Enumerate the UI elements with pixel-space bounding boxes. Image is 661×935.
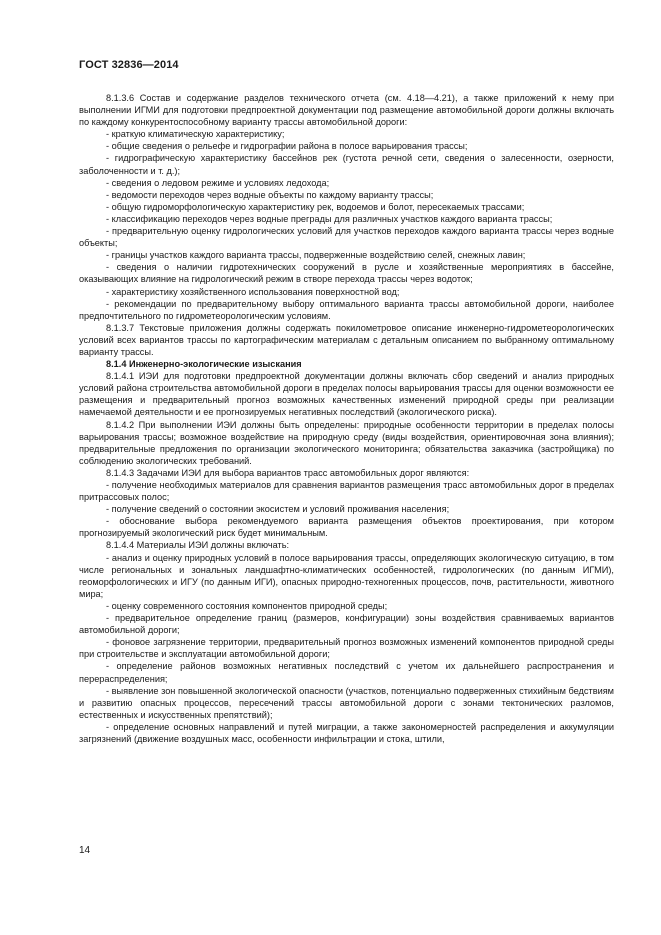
- list-item: - рекомендации по предварительному выбору оптимального варианта трассы автомобильной дороги, наиболее предпочтительного по гидрометеорологическим условиям.: [79, 298, 614, 321]
- paragraph: 8.1.3.6 Состав и содержание разделов технического отчета (см. 4.18—4.21), а также приложений к нему при выполнении ИГМИ для подготовки предпроектной документации под размещение автомобильной дороги должны включать по каждому конкурентоспособному варианту трассы автомобильной дороги:: [79, 93, 614, 128]
- list-item: - получение сведений о состоянии экосистем и условий проживания населения;: [106, 504, 450, 515]
- list-item: - анализ и оценку природных условий в полосе варьирования трассы, определяющих экологическую ситуацию, в том числе региональных и зональных ландшафтно-климатических особенностей, гидрологических (по данным ИГМИ), геоморфологических и ИГУ (по данным ИГИ), опасных природно-техногенных процессов, почв, растительности, животного мира;: [79, 552, 614, 599]
- list-item: - предварительное определение границ (размеров, конфигурации) зоны воздействия сравниваемых вариантов автомобильной дороги;: [79, 613, 614, 636]
- list-item: - ведомости переходов через водные объекты по каждому варианту трассы;: [106, 189, 434, 200]
- list-item: - гидрографическую характеристику бассейнов рек (густота речной сети, сведения о залесенности, озерности, заболоченности и т. д.);: [79, 153, 614, 176]
- page-body: [79, 92, 614, 745]
- list-item: - определение основных направлений и путей миграции, а также закономерностей распределения и аккумуляции загрязнений (движение воздушных масс, особенности инфильтрации и стока, штили,: [79, 721, 614, 744]
- page-number: 14: [79, 845, 91, 856]
- list-item: - общую гидроморфологическую характеристику рек, водоемов и болот, пересекаемых трассами;: [106, 201, 525, 212]
- paragraph: 8.1.4.1 ИЭИ для подготовки предпроектной документации должны включать сбор сведений и анализ природных условий района строительства автомобильной дороги в пределах полосы варьирования трассы для оценки возможности ее размещения и предварительный прогноз возможных качественных изменений природной среды при реализации намечаемой деятельности и ее прогнозируемых негативных последствий (экологического риска).: [79, 371, 614, 418]
- paragraph: 8.1.4.2 При выполнении ИЭИ должны быть определены: природные особенности территории в пределах полосы варьирования трассы; возможное воздействие на природную среду (виды воздействия, ориентировочная зона влияния); предварительные предложения по организации экологического мониторинга; обязательства заказчика (застройщика) по соблюдению экологических требований.: [79, 419, 614, 466]
- paragraph: 8.1.4.4 Материалы ИЭИ должны включать:: [106, 540, 290, 551]
- list-item: - получение необходимых материалов для сравнения вариантов размещения трасс автомобильных дорог в пределах притрассовых полос;: [79, 480, 614, 503]
- paragraph: 8.1.3.7 Текстовые приложения должны содержать покилометровое описание инженерно-гидрометеорологических условий всех вариантов трассы по картографическим материалам с детальным описанием по выбранному оптимальному варианту трассы.: [79, 322, 614, 357]
- list-item: - общие сведения о рельефе и гидрографии района в полосе варьирования трассы;: [106, 141, 468, 152]
- list-item: - границы участков каждого варианта трассы, подверженные воздействию селей, снежных лавин;: [106, 250, 526, 261]
- list-item: - оценку современного состояния компонентов природной среды;: [106, 600, 388, 611]
- document-header: ГОСТ 32836—2014: [79, 59, 179, 71]
- list-item: - выявление зон повышенной экологической опасности (участков, потенциально подверженных стихийным бедствиям и развитию опасных процессов, пересечений трассы автомобильной дороги с зонами тектонических разломов, естественных и искусственных препятствий);: [79, 685, 614, 720]
- list-item: - определение районов возможных негативных последствий с учетом их дальнейшего распространения и перераспределения;: [79, 661, 614, 684]
- list-item: - фоновое загрязнение территории, предварительный прогноз возможных изменений компонентов природной среды при строительстве и эксплуатации автомобильной дороги;: [79, 637, 614, 660]
- list-item: - сведения о ледовом режиме и условиях ледохода;: [106, 177, 330, 188]
- list-item: - краткую климатическую характеристику;: [106, 129, 285, 140]
- paragraph: 8.1.4.3 Задачами ИЭИ для выбора вариантов трасс автомобильных дорог являются:: [106, 467, 470, 478]
- list-item: - обоснование выбора рекомендуемого варианта размещения объектов проектирования, при котором прогнозируемый экологический риск будет минимальным.: [79, 516, 614, 539]
- list-item: - сведения о наличии гидротехнических сооружений в русле и хозяйственные мероприятиях в бассейне, оказывающих влияние на гидрологический режим в створе перехода трассы через водоток;: [79, 262, 614, 285]
- list-item: - предварительную оценку гидрологических условий для участков переходов каждого варианта трассы через водные объекты;: [79, 226, 614, 249]
- section-heading: 8.1.4 Инженерно-экологические изыскания: [106, 359, 302, 370]
- list-item: - характеристику хозяйственного использования поверхностной вод;: [106, 286, 400, 297]
- list-item: - классификацию переходов через водные преграды для различных участков каждого варианта трассы;: [106, 213, 553, 224]
